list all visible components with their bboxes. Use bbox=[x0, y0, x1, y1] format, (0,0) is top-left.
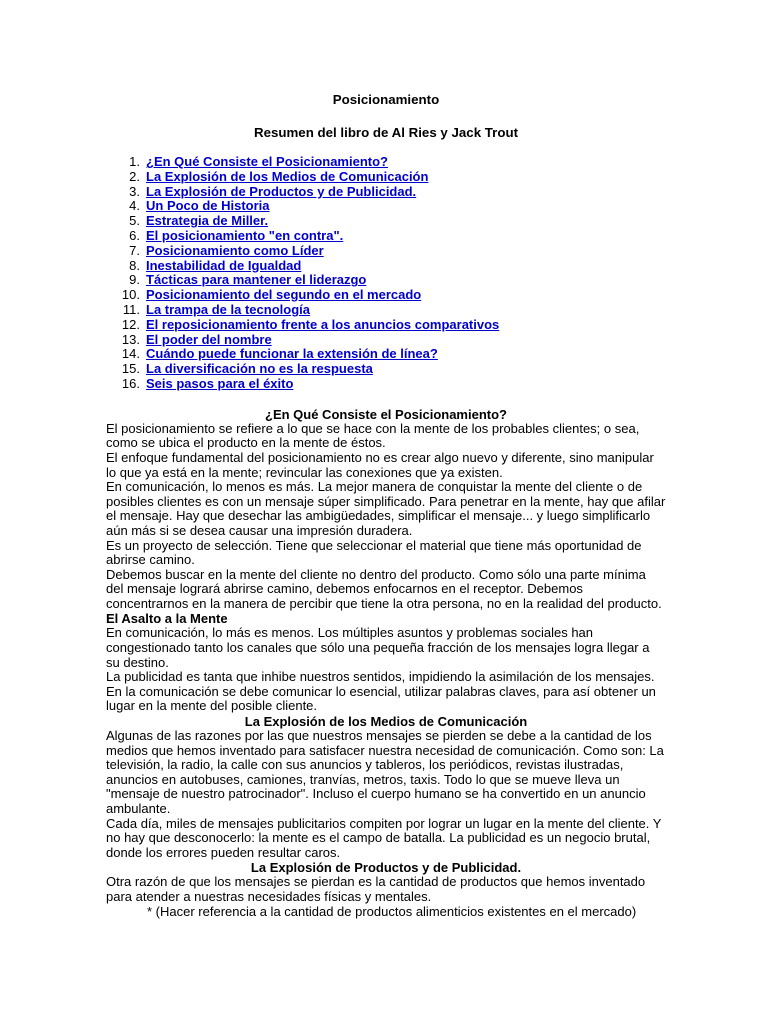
toc-item: 16. Seis pasos para el éxito bbox=[121, 375, 294, 391]
toc-item: 4. Un Poco de Historia bbox=[129, 198, 270, 214]
toc-item: 6. El posicionamiento "en contra". bbox=[129, 227, 344, 243]
paragraph: Algunas de las razones por las que nuestros mensajes se pierden se debe a la cantidad de los medios que hemos inventado para satisfacer nuestra necesidad de comunicación. Como son: La televisión, la radio, la calle con sus anuncios y tableros, los periódicos, revistas ilustradas, anuncios en autobuses, camiones, tranvías, metros, taxis. Todo lo que se mueve lleva un "mensaje de nuestro patrocinador". Incluso el cuerpo humano se ha convertido en un anuncio ambulante. bbox=[106, 728, 664, 816]
document-page bbox=[106, 92, 666, 919]
paragraph: Cada día, miles de mensajes publicitarios compiten por lograr un lugar en la mente del cliente. Y no hay que desconocerlo: la mente es el campo de batalla. La publicidad es un negocio brutal, donde los errores pueden resultar caros. bbox=[106, 815, 662, 860]
toc-item: 3. La Explosión de Productos y de Publicidad. bbox=[129, 183, 417, 199]
toc-item: 1. ¿En Qué Consiste el Posicionamiento? bbox=[129, 154, 388, 169]
toc-link[interactable]: Estrategia de Miller. bbox=[146, 213, 269, 229]
toc-link[interactable]: Un Poco de Historia bbox=[146, 198, 270, 214]
paragraph: El posicionamiento se refiere a lo que se hace con la mente de los probables clientes; o sea, como se ubica el producto en la mente de éstos. bbox=[106, 420, 640, 451]
toc-item: 13. El poder del nombre bbox=[121, 331, 272, 347]
toc-link[interactable]: La trampa de la tecnología bbox=[146, 301, 310, 317]
toc-item: 12. El reposicionamiento frente a los anuncios comparativos bbox=[121, 316, 500, 332]
section-heading: ¿En Qué Consiste el Posicionamiento? bbox=[265, 406, 507, 422]
paragraph: En comunicación, lo más es menos. Los múltiples asuntos y problemas sociales han congestionado tanto los canales que sólo una pequeña fracción de los mensajes logra llegar a su destino. bbox=[106, 625, 650, 670]
toc-link[interactable]: La Explosión de Productos y de Publicidad. bbox=[146, 183, 417, 199]
paragraph: En comunicación, lo menos es más. La mejor manera de conquistar la mente del cliente o de posibles clientes es con un mensaje súper simplificado. Para penetrar en la mente, hay que afilar el mensaje. Hay que desechar las ambigüedades, simplificar el mensaje... y luego simplificarlo aún más si se desea causar una impresión duradera. bbox=[106, 479, 666, 538]
toc-link[interactable]: El posicionamiento "en contra". bbox=[146, 227, 344, 243]
toc-item: 15. La diversificación no es la respuesta bbox=[121, 361, 373, 377]
table-of-contents bbox=[106, 155, 666, 392]
document-title: Posicionamiento bbox=[332, 92, 440, 107]
toc-link[interactable]: La Explosión de los Medios de Comunicación bbox=[146, 168, 429, 184]
paragraph: El enfoque fundamental del posicionamiento no es crear algo nuevo y diferente, sino manipular lo que ya está en la mente; revincular las conexiones que ya existen. bbox=[106, 449, 654, 480]
section-heading: El Asalto a la Mente bbox=[106, 611, 228, 627]
toc-item: 10. Posicionamiento del segundo en el mercado bbox=[121, 287, 422, 303]
toc-item: 5. Estrategia de Miller. bbox=[129, 213, 269, 229]
toc-item: 7. Posicionamiento como Líder bbox=[129, 242, 324, 258]
paragraph: Debemos buscar en la mente del cliente no dentro del producto. Como sólo una parte mínima del mensaje logrará abrirse camino, debemos enfocarnos en el receptor. Debemos concentrarnos en la manera de percibir que tiene la otra persona, no en la realidad del producto. bbox=[106, 566, 662, 611]
toc-link[interactable]: ¿En Qué Consiste el Posicionamiento? bbox=[146, 154, 388, 169]
toc-link[interactable]: La diversificación no es la respuesta bbox=[146, 361, 373, 377]
toc-link[interactable]: Tácticas para mantener el liderazgo bbox=[146, 272, 367, 288]
toc-link[interactable]: Posicionamiento del segundo en el mercado bbox=[146, 287, 422, 303]
toc-item: 8. Inestabilidad de Igualdad bbox=[129, 257, 302, 273]
paragraph: En la comunicación se debe comunicar lo esencial, utilizar palabras claves, para así obtener un lugar en la mente del posible cliente. bbox=[106, 683, 656, 714]
toc-item: 2. La Explosión de los Medios de Comunicación bbox=[129, 168, 429, 184]
toc-link[interactable]: Inestabilidad de Igualdad bbox=[146, 257, 302, 273]
section-heading: La Explosión de los Medios de Comunicación bbox=[244, 714, 528, 730]
paragraph: La publicidad es tanta que inhibe nuestros sentidos, impidiendo la asimilación de los mensajes. bbox=[106, 669, 655, 685]
paragraph: Es un proyecto de selección. Tiene que seleccionar el material que tiene más oportunidad de abrirse camino. bbox=[106, 537, 642, 568]
note-text: * (Hacer referencia a la cantidad de productos alimenticios existentes en el mercado) bbox=[147, 903, 637, 919]
toc-item: 11. La trampa de la tecnología bbox=[122, 301, 310, 317]
document-subtitle: Resumen del libro de Al Ries y Jack Trout bbox=[253, 125, 519, 140]
toc-link[interactable]: Seis pasos para el éxito bbox=[146, 375, 294, 391]
toc-item: 14. Cuándo puede funcionar la extensión de línea? bbox=[121, 346, 438, 362]
section-heading: La Explosión de Productos y de Publicidad. bbox=[250, 860, 522, 876]
paragraph: Otra razón de que los mensajes se pierdan es la cantidad de productos que hemos inventado para atender a nuestras necesidades físicas y mentales. bbox=[106, 874, 646, 904]
toc-item: 9. Tácticas para mantener el liderazgo bbox=[129, 272, 367, 288]
toc-link[interactable]: Cuándo puede funcionar la extensión de línea? bbox=[146, 346, 438, 362]
toc-link[interactable]: El poder del nombre bbox=[146, 331, 272, 347]
toc-link[interactable]: El reposicionamiento frente a los anuncios comparativos bbox=[146, 316, 500, 332]
toc-link[interactable]: Posicionamiento como Líder bbox=[146, 242, 324, 258]
